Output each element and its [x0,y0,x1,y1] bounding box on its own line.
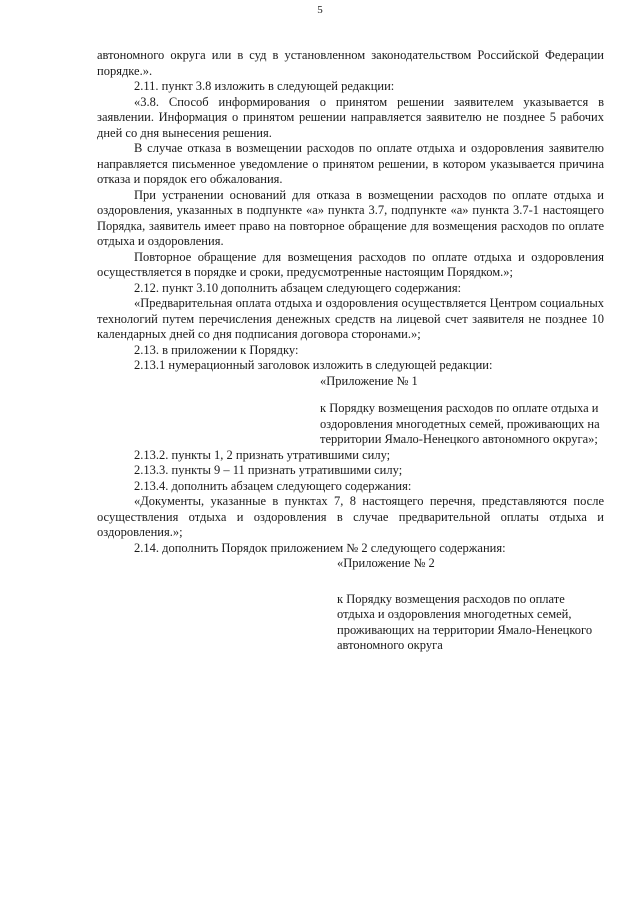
appendix-2-title: «Приложение № 2 [337,556,435,570]
paragraph: автономного округа или в суд в установленном законодательством Российской Федерации порядке.». [97,48,604,78]
paragraph: «Предварительная оплата отдыха и оздоровления осуществляется Центром социальных технологий путем перечисления денежных средств на лицевой счет заявителя не позднее 10 календарных дней со дня подписания договора сторонами.»; [97,296,604,341]
paragraph: В случае отказа в возмещении расходов по оплате отдыха и оздоровления заявителю направляется письменное уведомление о принятом решении, в котором указывается причина отказа и порядок его обжалования. [97,141,604,186]
paragraph: 2.13.4. дополнить абзацем следующего содержания: [134,478,412,493]
appendix-1-text: к Порядку возмещения расходов по оплате отдыха и оздоровления многодетных семей, проживающих на территории Ямало-Ненецкого автономного округа»; [320,401,600,446]
appendix-1-heading [320,374,600,448]
paragraph: «3.8. Способ информирования о принятом решении заявителем указывается в заявлении. Информация о принятом решении направляется заявителю не позднее 5 рабочих дней со дня вынесения решения. [97,94,604,140]
paragraph: 2.13.1 нумерационный заголовок изложить в следующей редакции: [134,358,493,372]
appendix-2-heading [337,556,597,654]
paragraph: 2.13.2. пункты 1, 2 признать утратившими силу; [134,447,391,462]
paragraph: 2.13.3. пункты 9 – 11 признать утратившими силу; [134,463,403,477]
paragraph: Повторное обращение для возмещения расходов по оплате отдыха и оздоровления осуществляется в порядке и сроки, предусмотренные настоящим Порядком.»; [97,249,604,279]
paragraph: При устранении оснований для отказа в возмещении расходов по оплате отдыха и оздоровления, указанных в подпункте «а» пункта 3.7, подпункте «а» пункта 3.7-1 настоящего Порядка, заявитель имеет право на повторное обращение для возмещения расходов по оплате отдыха и оздоровления. [97,187,604,248]
paragraph: «Документы, указанные в пунктах 7, 8 настоящего перечня, представляются после осуществления отдыха и оздоровления в случае предварительной оплаты отдыха и оздоровления.»; [97,494,604,539]
paragraph: 2.13. в приложении к Порядку: [134,342,299,357]
document-body [97,48,604,654]
page-number: 5 [317,4,323,16]
appendix-1-title: «Приложение № 1 [320,373,418,388]
appendix-2-text: к Порядку возмещения расходов по оплате отдыха и оздоровления многодетных семей, проживающих на территории Ямало-Ненецкого автономного округа [337,591,593,652]
paragraph: 2.12. пункт 3.10 дополнить абзацем следующего содержания: [134,280,462,295]
paragraph: 2.11. пункт 3.8 изложить в следующей редакции: [134,79,395,93]
paragraph: 2.14. дополнить Порядок приложением № 2 следующего содержания: [134,540,506,555]
